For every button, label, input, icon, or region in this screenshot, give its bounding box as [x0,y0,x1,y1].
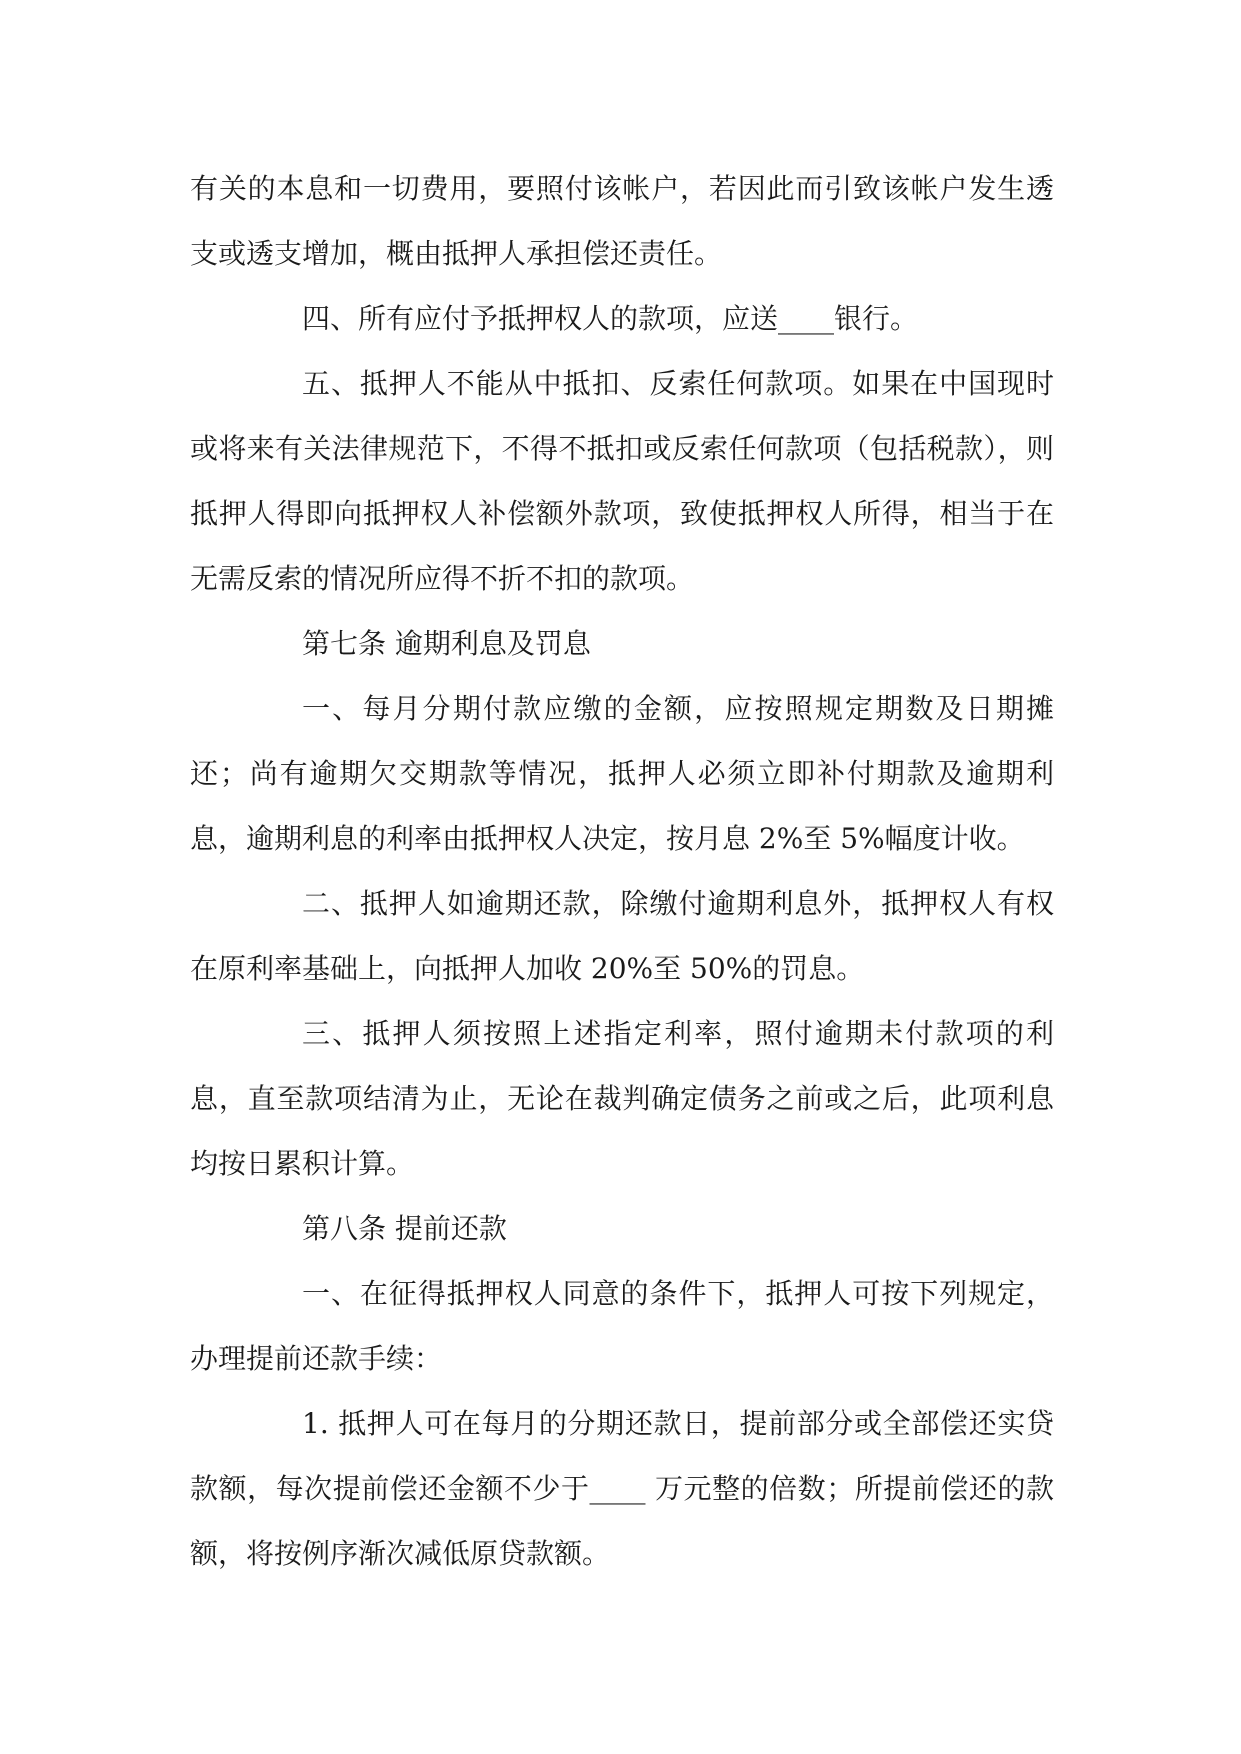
paragraph-article-7-clause-3: 三、抵押人须按照上述指定利率，照付逾期未付款项的利息，直至款项结清为止，无论在裁判确定债务之前或之后，此项利息均按日累积计算。 [190,1017,1054,1180]
paragraph-clause-5: 五、抵押人不能从中抵扣、反索任何款项。如果在中国现时或将来有关法律规范下，不得不抵扣或反索任何款项（包括税款），则抵押人得即向抵押权人补偿额外款项，致使抵押权人所得，相当于在无需反索的情况所应得不折不扣的款项。 [190,367,1054,595]
paragraph-continuation: 有关的本息和一切费用，要照付该帐户，若因此而引致该帐户发生透支或透支增加，概由抵押人承担偿还责任。 [190,172,1054,270]
paragraph-clause-4: 四、所有应付予抵押权人的款项，应送____银行。 [302,302,919,335]
article-8-heading: 第八条 提前还款 [302,1212,507,1245]
paragraph-article-7-clause-1: 一、每月分期付款应缴的金额，应按照规定期数及日期摊还；尚有逾期欠交期款等情况，抵押人必须立即补付期款及逾期利息，逾期利息的利率由抵押权人决定，按月息 2%至 5%幅度计收。 [190,692,1054,855]
paragraph-article-7-clause-2: 二、抵押人如逾期还款，除缴付逾期利息外，抵押权人有权在原利率基础上，向抵押人加收 20%至 50%的罚息。 [190,887,1054,985]
paragraph-article-8-clause-1: 一、在征得抵押权人同意的条件下，抵押人可按下列规定，办理提前还款手续： [190,1277,1054,1375]
document-body [190,156,1054,1586]
paragraph-article-8-item-1: 1. 抵押人可在每月的分期还款日，提前部分或全部偿还实贷款额，每次提前偿还金额不少于____ 万元整的倍数；所提前偿还的款额，将按例序渐次减低原贷款额。 [190,1407,1054,1570]
article-7-heading: 第七条 逾期利息及罚息 [302,627,591,660]
